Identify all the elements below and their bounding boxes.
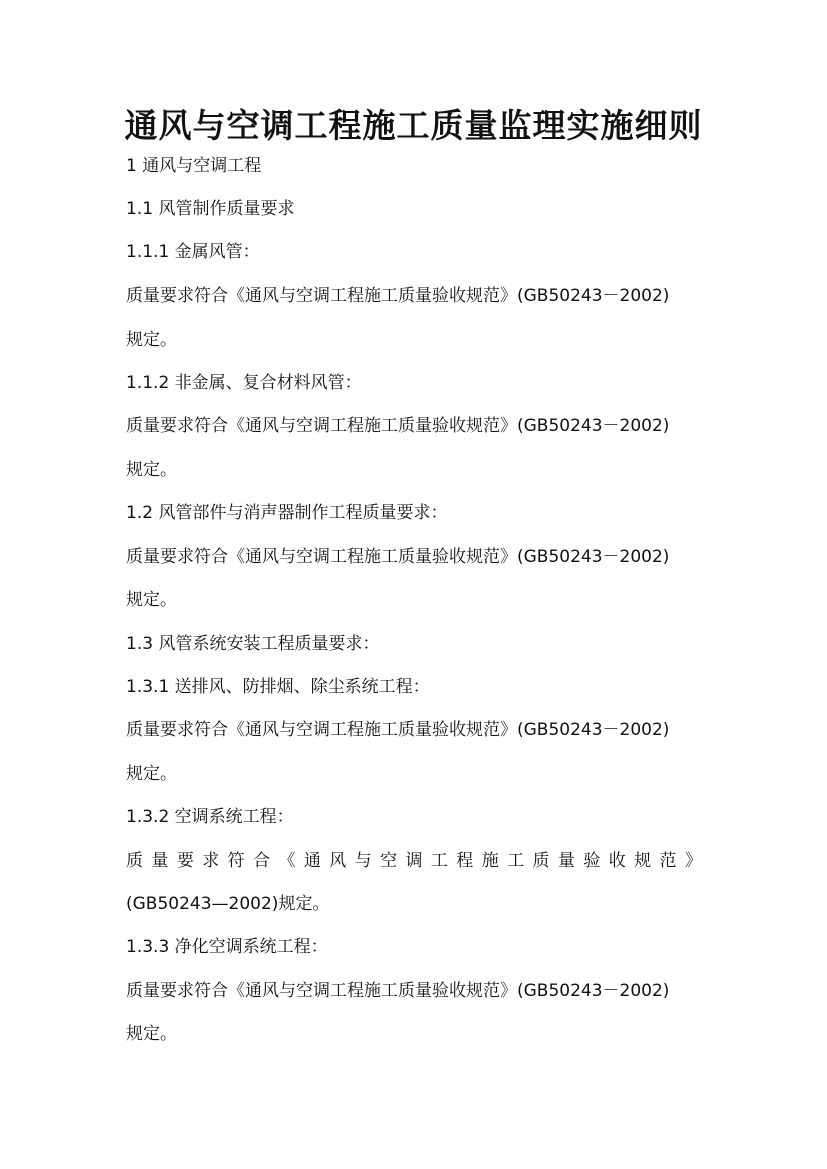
heading-1-1: 1.1 风管制作质量要求 <box>126 199 295 219</box>
spaced-char: 收 <box>608 851 626 871</box>
spaced-char: 《 <box>278 851 296 871</box>
document-title: 通风与空调工程施工质量监理实施细则 <box>124 106 703 145</box>
spaced-char: 质 <box>532 851 550 871</box>
paragraph-text: 规定。 <box>126 330 177 350</box>
spaced-char: 程 <box>456 851 474 871</box>
paragraph-text: 规定。 <box>126 1024 177 1044</box>
spaced-char: 范 <box>659 851 677 871</box>
paragraph-text: 规定。 <box>126 764 177 784</box>
paragraph-text: 规定。 <box>126 590 177 610</box>
heading-1-3-2: 1.3.2 空调系统工程： <box>126 807 294 827</box>
spaced-char: 》 <box>684 851 702 871</box>
spaced-char: 要 <box>176 851 194 871</box>
spaced-char: 施 <box>481 851 499 871</box>
spaced-char: 与 <box>354 851 372 871</box>
paragraph-text: 质量要求符合《通风与空调工程施工质量验收规范》(GB50243－2002) <box>126 981 670 1001</box>
justified-paragraph-line <box>126 849 702 873</box>
spaced-char: 空 <box>380 851 398 871</box>
spaced-char: 量 <box>557 851 575 871</box>
paragraph-text: 质量要求符合《通风与空调工程施工质量验收规范》(GB50243－2002) <box>126 286 670 306</box>
paragraph-text: 质量要求符合《通风与空调工程施工质量验收规范》(GB50243－2002) <box>126 547 670 567</box>
spaced-char: 合 <box>253 851 271 871</box>
heading-1-1-2: 1.1.2 非金属、复合材料风管： <box>126 373 362 393</box>
paragraph-text: (GB50243—2002)规定。 <box>126 894 330 914</box>
spaced-char: 工 <box>430 851 448 871</box>
spaced-char: 调 <box>405 851 423 871</box>
spaced-char: 量 <box>151 851 169 871</box>
heading-1-3-3: 1.3.3 净化空调系统工程： <box>126 937 328 957</box>
spaced-char: 工 <box>507 851 525 871</box>
spaced-char: 规 <box>634 851 652 871</box>
paragraph-text: 质量要求符合《通风与空调工程施工质量验收规范》(GB50243－2002) <box>126 720 670 740</box>
spaced-char: 风 <box>329 851 347 871</box>
heading-1-1-1: 1.1.1 金属风管： <box>126 242 260 262</box>
heading-1-3-1: 1.3.1 送排风、防排烟、除尘系统工程： <box>126 677 430 697</box>
heading-1: 1 通风与空调工程 <box>126 156 262 176</box>
heading-1-3: 1.3 风管系统安装工程质量要求： <box>126 634 380 654</box>
paragraph-text: 规定。 <box>126 460 177 480</box>
spaced-char: 验 <box>583 851 601 871</box>
spaced-char: 质 <box>126 851 143 871</box>
spaced-char: 求 <box>202 851 220 871</box>
heading-1-2: 1.2 风管部件与消声器制作工程质量要求： <box>126 503 448 523</box>
spaced-char: 通 <box>303 851 321 871</box>
spaced-char: 符 <box>227 851 245 871</box>
paragraph-text: 质量要求符合《通风与空调工程施工质量验收规范》(GB50243－2002) <box>126 416 670 436</box>
